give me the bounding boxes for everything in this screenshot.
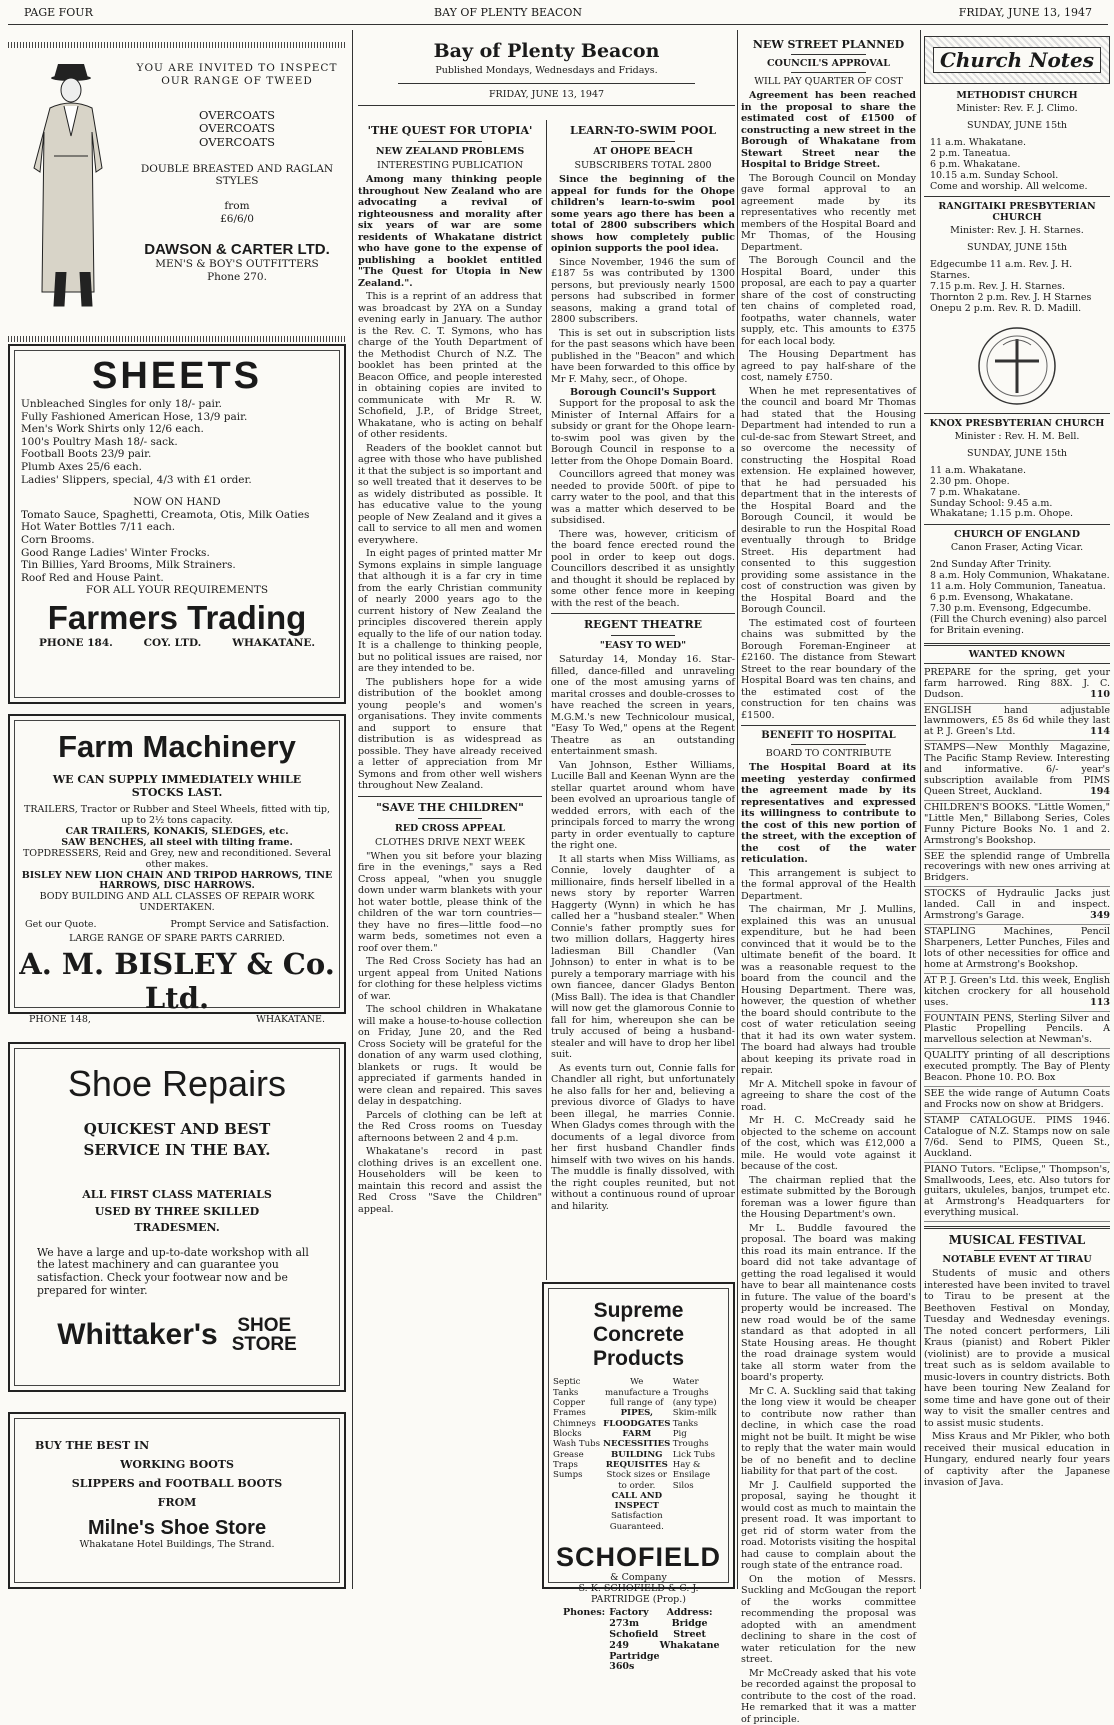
service-time: Edgecumbe 11 a.m. Rev. J. H. Starnes.	[930, 260, 1110, 282]
column-notices	[924, 32, 1110, 1589]
product-item: Blocks	[553, 1429, 601, 1439]
service-time: 7.30 p.m. Evensong, Edgecumbe. (Fill the Church evening) also parcel for Britain evening.	[930, 604, 1110, 637]
classified-item	[924, 801, 1110, 850]
ad-item: Ladies' Slippers, special, 4/3 with £1 order.	[21, 474, 333, 487]
overcoats-line: OVERCOATS	[136, 109, 338, 122]
article-paragraph: Mr H. C. McCready said he objected to the scheme on account of the cost, which was £12,000 a mile. He would vote against it because of the cost.	[741, 1115, 916, 1173]
farm-machinery-ad	[8, 714, 346, 1014]
article-headline: 'THE QUEST FOR UTOPIA'	[358, 124, 542, 137]
article-paragraph: When he met representatives of the council and board Mr Thomas had stated that the Housing Department had intended to run a cul-de-sac from Stewart Street, and so overcome the necessity of constructing the Hospital Road extension. He explained however, that he had persuaded his department that in the interests of the Hospital Board and the Borough Council, it would be desirable to run the Hospital Road eventually through to Bridge Street. His department had consented to this suggestion providing some assistance in the cost of construction was given by the Hospital Board and the Borough Council.	[741, 386, 916, 616]
classified-item	[924, 1114, 1110, 1163]
church-minister: Canon Fraser, Acting Vicar.	[924, 543, 1110, 554]
article-subhead: CLOTHES DRIVE NEXT WEEK	[358, 837, 542, 848]
service-time: Come and worship. All welcome.	[930, 182, 1110, 193]
article-paragraph: This is set out in subscription lists for the past seasons which have been published in the "Beacon" and which have been forwarded to this office by Mr F. Mahy, secr., of Ohope.	[551, 328, 735, 386]
farm-service: Prompt Service and Satisfaction.	[170, 920, 329, 931]
classified-text: PREPARE for the spring, get your farm harrowed. Ring 88X. J. C. Dudson.	[924, 667, 1110, 700]
article-paragraph: "When you sit before your blazing fire in the evenings," says a Red Cross appeal, "when you snuggle down under warm blankets with your hot water bottle, please think of the children of the war torn countries—they have no fires—little food—no warm beds, sometimes not even a roof over them."	[358, 851, 542, 955]
ad-item: CAR TRAILERS, KONAKIS, SLEDGES, etc.	[21, 827, 333, 838]
phones-label: Phones:	[563, 1608, 605, 1674]
article-subhead: WILL PAY QUARTER OF COST	[741, 76, 916, 87]
article-paragraph: Councillors agreed that money was needed to provide 500ft. of pipe to carry water to the pool, and that this was a matter which deserved to be subsidised.	[551, 469, 735, 527]
article-paragraph: The Housing Department has agreed to pay half-share of the cost, namely £750.	[741, 349, 916, 384]
ad-item: Roof Red and House Paint.	[21, 572, 333, 585]
article-paragraph: Saturday 14, Monday 16. Star-filled, dance-filled and unraveling one of the most amusing yarns of marital crosses and double-crosses to have reached the screen in years, M.G.M.'s new Technicolour musical, "Easy To Wed," opens at the Regent Theatre as an outstanding entertainment smash.	[551, 654, 735, 758]
article-subhead: BOARD TO CONTRIBUTE	[741, 748, 916, 759]
article-paragraph: Mr J. Caulfield supported the proposal, saying he thought it would cost as much to maintain the present road. It was important to get rid of storm water from the road. Motorists visiting the hospital had cause to complain about the rough state of the entrance road.	[741, 1480, 916, 1572]
church-name: KNOX PRESBYTERIAN CHURCH	[924, 418, 1110, 429]
classified-text: CHILDREN'S BOOKS. "Little Women," "Little Men," Billabong Series, Coles Funny Picture Books No. 1 and 2. Armstrong's Bookshop.	[924, 802, 1110, 846]
column-rule-1	[352, 30, 353, 1589]
article-lead: The Hospital Board at its meeting yesterday confirmed the agreement made by its representatives and expressed its willingness to contribute to the cost of this new portion of the street, with the exception of the cost of the water reticulation.	[741, 762, 916, 866]
product-item: Wash Tubs	[553, 1439, 601, 1449]
church-name: METHODIST CHURCH	[924, 90, 1110, 101]
classified-text: SEE the wide range of Autumn Coats and Frocks now on show at Bridgers.	[924, 1088, 1110, 1110]
column-rule-3	[920, 30, 921, 1589]
service-time: 6 p.m. Evensong, Whakatane.	[930, 593, 1110, 604]
classified-text: PIANO Tutors. "Eclipse," Thompson's, Smallwoods, Lees, etc. Also tutors for guitars, ukuleles, banjos, trumpet etc. at Armstrong's Headquarters for everything musical.	[924, 1164, 1110, 1219]
dawson-invite: YOU ARE INVITED TO INSPECT OUR RANGE OF TWEED	[136, 62, 338, 87]
whittakers-brand: Whittaker's	[57, 1318, 218, 1352]
ad-item: Good Range Ladies' Winter Frocks.	[21, 547, 333, 560]
farmers-coy: COY. LTD.	[144, 637, 202, 650]
ad-item: Fully Fashioned American Hose, 13/9 pair.	[21, 411, 333, 424]
bisley-town: WHAKATANE.	[256, 1015, 325, 1026]
article-paragraph: Mr A. Mitchell spoke in favour of agreeing to share the cost of the road.	[741, 1079, 916, 1114]
classified-number: 113	[1090, 998, 1110, 1009]
classified-item	[924, 1049, 1110, 1087]
article-subhead: "EASY TO WED"	[551, 640, 735, 651]
ad-item: TRAILERS, Tractor or Rubber and Steel Wheels, fitted with tip, up to 2½ tons capacity.	[21, 805, 333, 827]
phone-number: Partridge 360s	[609, 1652, 659, 1674]
milne-line: BUY THE BEST IN	[35, 1439, 339, 1452]
product-item: Lick Tubs	[673, 1450, 724, 1460]
article-subhead: INTERESTING PUBLICATION	[358, 160, 542, 171]
requirements-line: FOR ALL YOUR REQUIREMENTS	[15, 584, 339, 597]
bisley-brand: A. M. BISLEY & Co. Ltd.	[15, 947, 339, 1015]
page-number: PAGE FOUR	[24, 6, 93, 19]
shoe-store-label: STORE	[232, 1335, 297, 1354]
classified-number: 194	[1090, 787, 1110, 798]
article-paragraph: Mr McCready asked that his vote be recorded against the proposal to contribute to the cost of the road. He remarked that it was a matter of principle.	[741, 1668, 916, 1725]
address-line: Bridge Street	[660, 1619, 720, 1641]
article-paragraph: The Borough Council and the Hospital Board, under this proposal, are each to pay a quarter share of the cost of constructing ten chains of completed road, footpaths, water channels, water supply, etc. This amounts to £375 for each local body.	[741, 255, 916, 347]
classified-number: 349	[1090, 911, 1110, 922]
ad-item: BISLEY NEW LION CHAIN AND TRIPOD HARROWS, TINE HARROWS, DISC HARROWS.	[21, 871, 333, 893]
dawson-phone: Phone 270.	[136, 271, 338, 284]
article-paragraph: Miss Kraus and Mr Pikler, who both received their musical education in Hungary, endured nearly four years of captivity after the Japanese invasion of Java.	[924, 1431, 1110, 1489]
product-item: Pig Troughs	[673, 1429, 724, 1450]
milnes-ad	[8, 1412, 346, 1589]
farm-quote: Get our Quote.	[25, 920, 97, 931]
article-paragraph: Mr L. Buddle favoured the proposal. The board was making this road its main entrance. If the board did not take advantage of getting the road legalised it would have to bear all maintenance costs in future. The value of the board's property would be increased. The new road would be of the same standard as that adopted in all State Housing areas. He thought the road drainage system would take all storm water from the board's property.	[741, 1223, 916, 1384]
dawson-price: £6/6/0	[136, 213, 338, 226]
article-headline: "SAVE THE CHILDREN"	[358, 801, 542, 814]
phone-number: Schofield 249	[609, 1630, 659, 1652]
classified-text: STAMP CATALOGUE. PIMS 1946. Catalogue of N.Z. Stamps now on sale 7/6d. Send to PIMS, Queen St., Auckland.	[924, 1115, 1110, 1159]
article-paragraph: The chairman, Mr J. Mullins, explained this was an unusual expenditure, but he had been convinced that it would be to the ultimate benefit of the board. It was a reasonable request to the board from the council and the Housing Department. There was, however, the question of whether the board should contribute to the cost of water reticulation seeing that it had its own water system. The board had always had trouble about keeping its private road in repair.	[741, 904, 916, 1077]
ad-item: Tin Billies, Yard Brooms, Milk Strainers.	[21, 559, 333, 572]
product-item: Hay & Ensilage Silos	[673, 1460, 724, 1491]
shoe-tagline: QUICKEST AND BEST SERVICE IN THE BAY.	[45, 1119, 309, 1161]
column-rule-2	[737, 30, 738, 1589]
schofield-brand: SCHOFIELD	[553, 1542, 724, 1573]
schofield-co: & Company	[553, 1573, 724, 1584]
shoe-store-label: SHOE	[232, 1316, 297, 1335]
product-item: Sumps	[553, 1470, 601, 1480]
product-item: We manufacture a full range of	[603, 1377, 671, 1408]
ad-item: Hot Water Bottles 7/11 each.	[21, 521, 333, 534]
classified-item	[924, 666, 1110, 704]
classified-item	[924, 925, 1110, 974]
column-ads-left	[8, 32, 346, 1589]
church-name: CHURCH OF ENGLAND	[924, 529, 1110, 540]
article-paragraph: There was, however, criticism of the board fence erected round the pool in order to keep out dogs. Councillors described it as unsightly and thought it should be replaced by some other fence more in keeping with the rest of the beach.	[551, 529, 735, 610]
whittakers-ad	[8, 1042, 346, 1392]
paper-name: BAY OF PLENTY BEACON	[434, 6, 582, 19]
classified-text: QUALITY printing of all descriptions executed promptly. The Bay of Plenty Beacon. Phone 10. P.O. Box	[924, 1050, 1110, 1083]
article-subhead: SUBSCRIBERS TOTAL 2800	[551, 160, 735, 171]
service-time: 2.30 pm. Ohope.	[930, 477, 1110, 488]
church-notes-banner	[924, 36, 1110, 84]
dawson-company: DAWSON & CARTER LTD.	[136, 241, 338, 258]
article-paragraph: Parcels of clothing can be left at the Red Cross rooms on Tuesday afternoons between 2 and 4 p.m.	[358, 1110, 542, 1145]
service-time: Onepu 2 p.m. Rev. R. D. Madill.	[930, 304, 1110, 315]
service-day: SUNDAY, JUNE 15th	[924, 121, 1110, 132]
masthead	[24, 6, 1092, 22]
article-paragraph: The chairman replied that the estimate submitted by the Borough foreman was a lower figure than the Housing Department's own.	[741, 1175, 916, 1221]
milne-line: WORKING BOOTS	[15, 1458, 339, 1471]
shoe-materials: ALL FIRST CLASS MATERIALS USED BY THREE SKILLED TRADESMEN.	[65, 1187, 289, 1237]
farmers-town: WHAKATANE.	[232, 637, 315, 650]
article-paragraph: Since November, 1946 the sum of £187 5s was contributed by 1300 persons, but previously nearly 1500 persons had subscribed in former seasons, making a grand total of 2800 subscribers.	[551, 257, 735, 326]
classified-text: ENGLISH hand adjustable lawnmowers, £5 8s 6d while they last at P. J. Green's Ltd.	[924, 705, 1110, 738]
classified-number: 110	[1090, 690, 1110, 701]
service-time: 2 p.m. Taneatua.	[930, 149, 1110, 160]
dawson-carter-ad	[8, 42, 346, 342]
article-subhead: NEW ZEALAND PROBLEMS	[358, 146, 542, 157]
sheets-title: SHEETS	[15, 355, 339, 398]
ad-item: Unbleached Singles for only 18/- pair.	[21, 398, 333, 411]
classified-list	[924, 666, 1110, 1222]
article-headline: MUSICAL FESTIVAL	[924, 1233, 1110, 1247]
masthead-rule	[8, 24, 1108, 25]
overcoats-line: OVERCOATS	[136, 122, 338, 135]
ad-item: Plumb Axes 25/6 each.	[21, 461, 333, 474]
farm-supply: WE CAN SUPPLY IMMEDIATELY WHILE STOCKS LAST.	[43, 773, 311, 799]
article-paragraph: As events turn out, Connie falls for Chandler all right, but unfortunately he also falls for her and, believing a previous divorce of Gladys to have been illegal, he marries Connie. When Gladys comes through with the documents of a legal divorce from her first husband Chandler finds himself with two wives on his hands. The muddle is finally dissolved, with the right couples reunited, but not without a continuous round of uproar and hilarity.	[551, 1063, 735, 1213]
shoe-body: We have a large and up-to-date workshop with all the latest machinery and can guarantee you satisfaction. Check your footwear now and be prepared for winter.	[15, 1247, 339, 1299]
article-lead: Agreement has been reached in the proposal to share the estimated cost of £1500 of constructing a new street in the Borough of Whakatane from Stewart Street near the Hospital to Bridge Street.	[741, 90, 916, 171]
publication-schedule: Published Mondays, Wednesdays and Fridays.	[358, 66, 735, 77]
product-item: BUILDING REQUISITES	[603, 1450, 671, 1471]
address-line: Whakatane	[660, 1641, 720, 1652]
service-day: SUNDAY, JUNE 15th	[924, 449, 1110, 460]
ad-item: SAW BENCHES, all steel with tilting frame.	[21, 838, 333, 849]
milnes-address: Whakatane Hotel Buildings, The Strand.	[15, 1540, 339, 1551]
farmers-phone: PHONE 184.	[39, 637, 113, 650]
article-paragraph: Readers of the booklet cannot but agree with those who have published it that the subject is so important and so well treated that it deserves to be as widely distributed as possible. It has educative value to the young people of New Zealand and it gives a call to service to all men and women everywhere.	[358, 443, 542, 547]
classified-text: AT P. J. Green's Ltd. this week, English kitchen crockery for all household uses.	[924, 975, 1110, 1008]
article-paragraph: Support for the proposal to ask the Minister of Internal Affairs for a subsidy or grant for the Ohope learn-to-swim pool was given by the Borough Council in response to a letter from the Ohope Domain Board.	[551, 398, 735, 467]
classified-item	[924, 1087, 1110, 1114]
product-item: Skim-milk Tanks	[673, 1408, 724, 1429]
article-headline: BENEFIT TO HOSPITAL	[741, 730, 916, 741]
farm-range: LARGE RANGE OF SPARE PARTS CARRIED.	[15, 934, 339, 945]
hatch-rule	[8, 336, 346, 342]
milnes-brand: Milne's Shoe Store	[15, 1517, 339, 1540]
church-minister: Minister: Rev. F. J. Climo.	[924, 104, 1110, 115]
article-paragraph: Mr C. A. Suckling said that taking the long view it would be cheaper to contribute now rather than decline, in which case the road might not be built. It might be wise to reply that the water main would be of no benefit and to decline liability for that part of the cost.	[741, 1386, 916, 1478]
article-subhead: AT OHOPE BEACH	[551, 146, 735, 157]
ad-item: TOPDRESSERS, Reid and Grey, new and reconditioned. Several other makes.	[21, 849, 333, 871]
church-minister: Minister : Rev. H. M. Bell.	[924, 432, 1110, 443]
article-paragraph: The publishers hope for a wide distribution of the booklet among young people's and women's organisations. They invite comments and support to ensure that distribution is as widespread as possible. They have already received a letter of appreciation from Mr Symons and from other well wishers throughout New Zealand.	[358, 677, 542, 792]
ad-item: Corn Brooms.	[21, 534, 333, 547]
article-headline: NEW STREET PLANNED	[741, 38, 916, 51]
service-time: 10.15 a.m. Sunday School.	[930, 171, 1110, 182]
service-time: 6 p.m. Whakatane.	[930, 160, 1110, 171]
product-item: Copper Frames	[553, 1398, 601, 1419]
article-paragraph: Van Johnson, Esther Williams, Lucille Ball and Keenan Wynn are the stellar quartet around whom have been evolved an uproarious tangle of wedded errors, with each of the principals forced to marry the wrong party in order eventually to capture the right one.	[551, 760, 735, 852]
editorial-date: FRIDAY, JUNE 13, 1947	[358, 90, 735, 101]
church-name: RANGITAIKI PRESBYTERIAN CHURCH	[924, 201, 1110, 223]
product-item: Stock sizes or to order.	[603, 1470, 671, 1491]
article-subhead: RED CROSS APPEAL	[358, 823, 542, 834]
classified-item	[924, 1163, 1110, 1223]
paper-title: Bay of Plenty Beacon	[358, 40, 735, 62]
article-crosshead: Borough Council's Support	[551, 387, 735, 398]
overcoats-line: OVERCOATS	[136, 136, 338, 149]
farmers-trading-ad	[8, 344, 346, 704]
classified-text: STAMPS—New Monthly Magazine, The Pacific Stamp Review. Interesting and informative. 6/- year's subscription available from PIMS Queen Street, Auckland.	[924, 742, 1110, 797]
column-editorial	[358, 32, 735, 1589]
dawson-styles: DOUBLE BREASTED AND RAGLAN STYLES	[136, 163, 338, 188]
article-headline: LEARN-TO-SWIM POOL	[551, 124, 735, 137]
bisley-phone: PHONE 148,	[29, 1015, 91, 1026]
hatch-rule	[8, 42, 346, 48]
phone-number: Factory 273m	[609, 1608, 659, 1630]
ad-item: Football Boots 23/9 pair.	[21, 448, 333, 461]
man-in-overcoat-illustration	[20, 56, 120, 316]
classified-item	[924, 1012, 1110, 1050]
product-item: Grease Traps	[553, 1450, 601, 1471]
ad-item: 100's Poultry Mash 18/- sack.	[21, 436, 333, 449]
address-label: Address:	[660, 1608, 720, 1619]
service-time: 7 p.m. Whakatane.	[930, 488, 1110, 499]
product-item: Water Troughs (any type)	[673, 1377, 724, 1408]
service-time: Thornton 2 p.m. Rev. J. H Starnes	[930, 293, 1110, 304]
shoe-repairs-title: Shoe Repairs	[15, 1063, 339, 1105]
article-paragraph: In eight pages of printed matter Mr Symons explains in simple language that although it is a far cry in time from the early Christian community of nearly 2000 years ago to the current history of New Zealand the principles discovered therein apply equally to the life of our nation today. It is a challenge to thinking people, but no political issues are raised, nor are they intended to be.	[358, 548, 542, 675]
article-subhead: COUNCIL'S APPROVAL	[741, 58, 916, 69]
service-time: 11 a.m. Whakatane.	[930, 466, 1110, 477]
service-time: 2nd Sunday After Trinity.	[930, 560, 1110, 571]
classified-item	[924, 741, 1110, 801]
article-paragraph: Students of music and others interested have been invited to travel to Tirau to be present at the Beethoven Festival on Monday, Tuesday and Wednesday evenings. The noted concert performers, Lili Kraus (pianist) and Robert Pikler (violinist) are to provide a musical treat such as is seldom available to music-lovers in country districts. Both have been touring New Zealand for some time and have gone out of their way to visit the smaller centres and to assist music students.	[924, 1268, 1110, 1429]
classified-item	[924, 704, 1110, 742]
service-time: 7.15 p.m. Rev. J. H. Starnes.	[930, 282, 1110, 293]
milne-line: SLIPPERS and FOOTBALL BOOTS	[15, 1477, 339, 1490]
product-item: PIPES, FLOODGATES	[603, 1408, 671, 1429]
service-day: SUNDAY, JUNE 15th	[924, 243, 1110, 254]
classified-text: STOCKS of Hydraulic Jacks just landed. Call in and inspect. Armstrong's Garage.	[924, 888, 1110, 921]
now-on-hand: NOW ON HAND	[15, 496, 339, 509]
church-minister: Minister: Rev. J. H. Starnes.	[924, 226, 1110, 237]
classified-text: STAPLING Machines, Pencil Sharpeners, Letter Punches, Files and lots of other necessities for office and home at Armstrong's Bookshop.	[924, 926, 1110, 970]
banner-text: Church Notes	[933, 47, 1101, 73]
article-lead: Among many thinking people throughout New Zealand who are advocating a revival of righteousness and morality after six years of war are some residents of Whakatane district who have gone to the expense of publishing a booklet entitled "The Quest for Utopia in New Zealand.".	[358, 174, 542, 289]
service-time: 11 a.m. Holy Communion, Taneatua.	[930, 582, 1110, 593]
article-headline: REGENT THEATRE	[551, 618, 735, 631]
article-paragraph: The estimated cost of fourteen chains was submitted by the Borough Foreman-Engineer at £2160. The distance from Stewart Street to the rear boundary of the Hospital Board was ten chains, and the estimated cost of the construction for ten chains was £1500.	[741, 618, 916, 722]
product-item: CALL AND INSPECT	[603, 1491, 671, 1512]
milne-line: FROM	[15, 1496, 339, 1509]
subcolumn-right	[551, 120, 735, 1280]
issue-date: FRIDAY, JUNE 13, 1947	[959, 6, 1092, 19]
concrete-title: Supreme Concrete Products	[553, 1299, 724, 1371]
ad-item: Tomato Sauce, Spaghetti, Creamota, Otis, Milk Oaties	[21, 509, 333, 522]
ad-item: BODY BUILDING AND ALL CLASSES OF REPAIR WORK UNDERTAKEN.	[21, 892, 333, 914]
product-item: Septic Tanks	[553, 1377, 601, 1398]
classified-text: FOUNTAIN PENS, Sterling Silver and Plastic Propelling Pencils. A marvellous selection at Newman's.	[924, 1013, 1110, 1046]
farm-machinery-title: Farm Machinery	[15, 729, 339, 765]
wanted-known-heading: WANTED KNOWN	[924, 649, 1110, 660]
article-paragraph: Whakatane's record in past clothing drives is an excellent one. Householders will be keen to maintain this record and assist the Red Cross "Save the Children" appeal.	[358, 1146, 542, 1215]
dawson-from: from	[136, 200, 338, 213]
article-subhead: NOTABLE EVENT AT TIRAU	[924, 1254, 1110, 1265]
product-item: Chimneys	[553, 1419, 601, 1429]
service-time: 11 a.m. Whakatane.	[930, 138, 1110, 149]
schofield-props: S. K. SCHOFIELD & C. J. PARTRIDGE (Prop.)	[553, 1584, 724, 1606]
classified-text: SEE the splendid range of Umbrella recoverings with new ones arriving at Bridgers.	[924, 851, 1110, 884]
article-paragraph: The Borough Council on Monday gave formal approval to an agreement made by its representatives who recently met members of the Hospital Board and Mr Thomas, of the Housing Department.	[741, 173, 916, 254]
classified-item	[924, 887, 1110, 925]
article-paragraph: This is a reprint of an address that was broadcast by 2YA on a Sunday evening early in January. The author is the Rev. C. T. Symons, who has charge of the Youth Department of the Methodist Church of N.Z. The booklet has been printed at the Beacon Office, and people interested in obtaining copies are invited to communicate with Mr R. W. Schofield, J.P., of Bridge Street, Whakatane, who is acting on behalf of other residents.	[358, 291, 542, 441]
service-time: Sunday School: 9.45 a.m. Whakatane; 1.15 p.m. Ohope.	[930, 499, 1110, 521]
classified-number: 114	[1090, 727, 1110, 738]
article-lead: Since the beginning of the appeal for funds for the Ohope children's learn-to-swim pool some years ago there has been a total of 2800 subscribers which shows how completely public opinion supports the pool idea.	[551, 174, 735, 255]
article-paragraph: It all starts when Miss Williams, as Connie, lovely daughter of a millionaire, finds herself libelled in a news story by reporter Warren Haggerty (Wynn) in which he has called her a "husband stealer." When Connie's father promptly sues for two million dollars, Haggerty hires ladiesman Bill Chandler (Van Johnson) to enter in what is to be purely a temporary marriage with his own fiancee, dancer Gladys Benton (Miss Ball). The idea is that Chandler will now get the glamorous Connie to fall for him, whereupon she can be truly accused of being a husband-stealer and will have to drop her libel suit.	[551, 854, 735, 1061]
article-paragraph: This arrangement is subject to the formal approval of the Health Department.	[741, 868, 916, 903]
classified-item	[924, 850, 1110, 888]
column-news	[741, 32, 916, 1589]
subcolumn-left	[358, 120, 542, 1589]
ad-item: Men's Work Shirts only 12/6 each.	[21, 423, 333, 436]
farmers-trading-brand: Farmers Trading	[15, 599, 339, 637]
church-crest-icon	[967, 323, 1067, 409]
dawson-sub: MEN'S & BOY'S OUTFITTERS	[136, 258, 338, 271]
product-item: Satisfaction Guaranteed.	[603, 1511, 671, 1532]
article-paragraph: The Red Cross Society has had an urgent appeal from United Nations for clothing for these helpless victims of war.	[358, 956, 542, 1002]
schofield-concrete-ad	[542, 1282, 735, 1589]
classified-item	[924, 974, 1110, 1012]
article-paragraph: The school children in Whakatane will make a house-to-house collection on Friday, June 20, and the Red Cross Society will be grateful for the donation of any warm used clothing, blankets or rugs. It would be appreciated if garments handed in were clean and repaired. This saves delay in despatching.	[358, 1004, 542, 1108]
service-time: 8 a.m. Holy Communion, Whakatane.	[930, 571, 1110, 582]
product-item: FARM NECESSITIES	[603, 1429, 671, 1450]
article-paragraph: On the motion of Messrs. Suckling and McGougan the report of the works committee recommending the proposal was adopted with an amendment declining to share in the cost of water reticulation for the new street.	[741, 1574, 916, 1666]
